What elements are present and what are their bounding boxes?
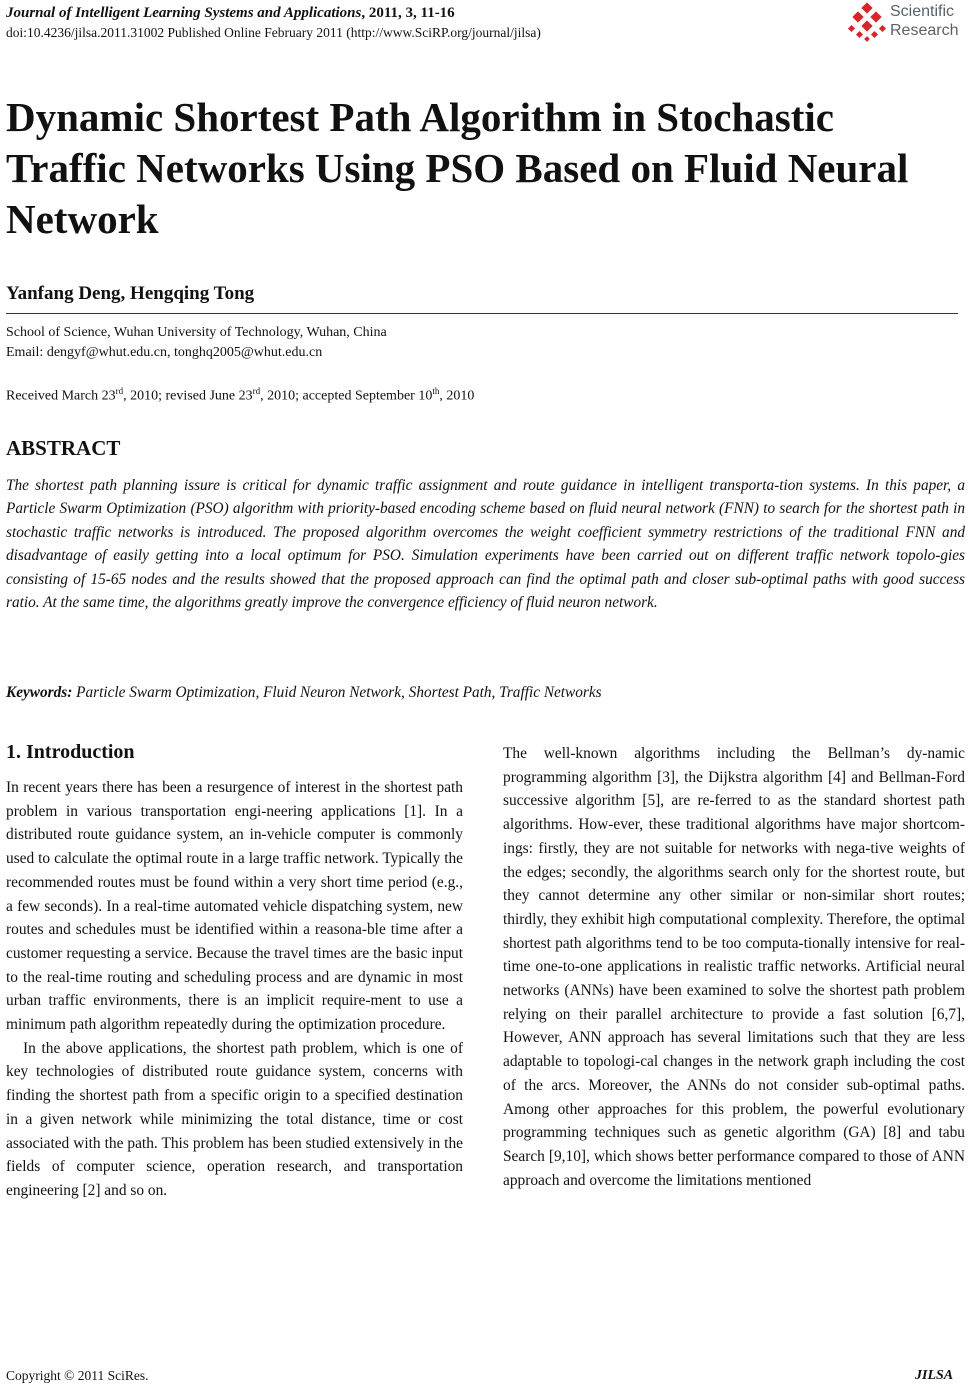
publisher-logo bbox=[846, 2, 966, 46]
contact-email: Email: dengyf@whut.edu.cn, tonghq2005@whut.edu.cn bbox=[6, 345, 323, 360]
paper-authors: Yanfang Deng, Hengqing Tong bbox=[6, 283, 255, 304]
divider bbox=[6, 313, 958, 314]
received-dates bbox=[6, 386, 474, 405]
keywords-values: Particle Swarm Optimization, Fluid Neuron Network, Shortest Path, Traffic Networks bbox=[76, 684, 602, 701]
section-heading: 1. Introduction bbox=[6, 741, 135, 763]
abstract-body: The shortest path planning issure is critical for dynamic traffic assignment and route guidance in intelligent transporta-tion systems. In this paper, a Particle Swarm Optimization (PSO) algorithm with priority-based encoding scheme based on fluid neural network (FNN) to search for the shortest path in stochastic traffic networks is introduced. The proposed algorithm overcomes the weight coefficient symmetry restrictions of the traditional FNN and disadvantage of easily getting into a local optimum for PSO. Simulation experiments have been carried out on different traffic network topolo-gies consisting of 15-65 nodes and the results showed that the proposed approach can find the optimal path and closer sub-optimal paths with good success ratio. At the same time, the algorithms greatly improve the convergence efficiency of fluid neuron network. bbox=[6, 477, 965, 612]
ordinal-suffix: rd bbox=[252, 386, 261, 396]
journal-name: Journal of Intelligent Learning Systems and Applications bbox=[6, 5, 362, 21]
logo-line1: Scientific bbox=[890, 3, 955, 20]
intro-paragraph-2: In the above applications, the shortest path problem, which is one of key technologies of distributed route guidance system, concerns with finding the shortest path from a specific origin to a specified destination in a given network while minimizing the total distance, time or cost associated with the path. This problem has been studied extensively in the fields of computer science, operation research, and transportation engineering [2] and so on. bbox=[6, 1039, 463, 1199]
logo-line2: Research bbox=[890, 22, 959, 39]
column-right bbox=[503, 742, 965, 1192]
column-left bbox=[6, 776, 463, 1203]
footer-journal: JILSA bbox=[915, 1368, 954, 1383]
affiliation: School of Science, Wuhan University of Technology, Wuhan, China bbox=[6, 325, 387, 340]
revised-text: , 2010; revised June 23 bbox=[123, 388, 253, 404]
keywords-label: Keywords bbox=[6, 684, 68, 701]
abstract-heading: ABSTRACT bbox=[6, 436, 121, 460]
keywords-colon: : bbox=[67, 684, 77, 701]
intro-paragraph-1: In recent years there has been a resurgence of interest in the shortest path problem in various transportation engi-neering applications [1]. In a distributed route guidance system, an in-vehicle computer is commonly used to calculate the optimal route in a large traffic network. Typically the recommended routes must be found within a very short time period (e.g., a few seconds). In a real-time automated vehicle dispatching system, new routes and schedules must be identified within a reasona-ble time after a customer requesting a service. Because the travel times are the basic input to the real-time routing and scheduling process and are dynamic in most urban traffic environments, there is an implicit require-ment to use a minimum path algorithm repeatedly during the optimization procedure. bbox=[6, 779, 463, 1034]
keywords bbox=[6, 684, 965, 702]
accepted-year: , 2010 bbox=[439, 388, 475, 404]
journal-citation bbox=[6, 5, 455, 22]
scientific-research-logo-icon bbox=[846, 2, 888, 44]
accepted-text: , 2010; accepted September 10 bbox=[260, 388, 433, 404]
doi-line: doi:10.4236/jilsa.2011.31002 Published Online February 2011 (http://www.SciRP.org/journal/jilsa) bbox=[6, 25, 541, 40]
ordinal-suffix: rd bbox=[115, 386, 124, 396]
logo-wordmark bbox=[890, 2, 958, 40]
received-text: Received March 23 bbox=[6, 388, 116, 404]
journal-volume: , 2011, 3, 11-16 bbox=[361, 5, 455, 21]
paper-title: Dynamic Shortest Path Algorithm in Stochastic Traffic Networks Using PSO Based on Fluid Neural Network bbox=[6, 94, 909, 242]
intro-paragraph-3: The well-known algorithms including the Bellman’s dy-namic programming algorithm [3], the Dijkstra algorithm [4] and Bellman-Ford successive algorithm [5], are re-ferred to as the standard shortest path algorithms. How-ever, these traditional algorithms have major shortcom-ings: firstly, they are not suitable for networks with nega-tive weights of the edges; secondly, the algorithms search only for the shortest route, but they cannot determine any other similar or non-similar short routes; thirdly, they exhibit high computational complexity. Therefore, the optimal shortest path algorithms tend to be too computa-tionally intensive for real-time one-to-one applications in realistic traffic networks. Artificial neural networks (ANNs) have been examined to solve the shortest path problem relying on their parallel architecture to provide a fast solution [6,7], However, ANN approach has several limitations such that they are less adaptable to topologi-cal changes in the network graph including the cost of the arcs. Moreover, the ANNs do not consider sub-optimal paths. Among other approaches for this problem, the powerful evolutionary programming techniques such as genetic algorithm (GA) [8] and tabu Search [9,10], which shows better performance compared to those of ANN approach and overcome the limitations mentioned bbox=[503, 745, 965, 1189]
footer-copyright: Copyright © 2011 SciRes. bbox=[6, 1368, 149, 1383]
ordinal-suffix: th bbox=[432, 386, 440, 396]
